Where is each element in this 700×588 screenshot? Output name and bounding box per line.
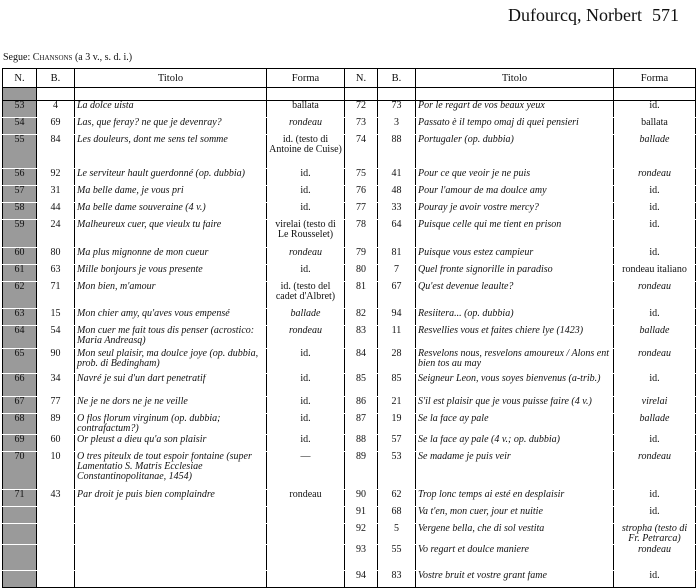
spacer-cell — [416, 88, 614, 101]
b-number-left — [37, 571, 75, 588]
song-title-right: Quel fronte signorille in paradiso — [416, 265, 614, 282]
entry-number-left: 54 — [3, 118, 37, 135]
entry-number-left: 63 — [3, 309, 37, 326]
col-header-b-right: B. — [378, 69, 416, 88]
entry-number-right: 74 — [345, 135, 378, 169]
form-right: id. — [614, 374, 696, 397]
form-left: rondeau — [267, 326, 345, 349]
form-right: id. — [614, 220, 696, 248]
song-title-right: Pour l'amour de ma doulce amy — [416, 186, 614, 203]
song-title-right: Va t'en, mon cuer, jour et nuitie — [416, 507, 614, 524]
form-left: id. — [267, 265, 345, 282]
b-number-right: 94 — [378, 309, 416, 326]
form-left: rondeau — [267, 118, 345, 135]
entry-number-left: 58 — [3, 203, 37, 220]
spacer-row — [3, 88, 696, 101]
form-right: id. — [614, 571, 696, 588]
song-title-left — [75, 507, 267, 524]
song-title-left: Mille bonjours je vous presente — [75, 265, 267, 282]
song-title-left: Mon cuer me fait tous dis penser (acrostico: Maria Andreasq) — [75, 326, 267, 349]
entry-number-left: 70 — [3, 452, 37, 490]
b-number-left: 69 — [37, 118, 75, 135]
table-row — [3, 326, 696, 349]
b-number-left: 15 — [37, 309, 75, 326]
song-title-right: Por le regart de vos beaux yeux — [416, 101, 614, 118]
form-left — [267, 524, 345, 545]
form-right: rondeau — [614, 282, 696, 309]
spacer-cell — [75, 88, 267, 101]
entry-number-right: 75 — [345, 169, 378, 186]
form-right: ballade — [614, 326, 696, 349]
b-number-left: 10 — [37, 452, 75, 490]
b-number-right: 57 — [378, 435, 416, 452]
entry-number-right: 78 — [345, 220, 378, 248]
song-title-right: Pouray je avoir vostre mercy? — [416, 203, 614, 220]
b-number-right: 55 — [378, 545, 416, 571]
song-title-left: O tres piteulx de tout espoir fontaine (super Lamentatio S. Matris Ecclesiae Constantinopolitanae, 1454) — [75, 452, 267, 490]
song-title-right: Puisque celle qui me tient en prison — [416, 220, 614, 248]
form-right: ballata — [614, 118, 696, 135]
song-title-left: Mon seul plaisir, ma doulce joye (op. dubbia, prob. di Bedingham) — [75, 349, 267, 374]
b-number-right: 68 — [378, 507, 416, 524]
b-number-right: 19 — [378, 414, 416, 435]
song-title-left: Or pleust a dieu qu'a son plaisir — [75, 435, 267, 452]
song-title-left: Malheureux cuer, que vieulx tu faire — [75, 220, 267, 248]
song-title-right: Resvelons nous, resvelons amoureux / Alons ent bien tos au may — [416, 349, 614, 374]
song-title-left: Navré je sui d'un dart penetratif — [75, 374, 267, 397]
song-title-left: Ma plus mignonne de mon cueur — [75, 248, 267, 265]
b-number-left: 90 — [37, 349, 75, 374]
form-left: ballata — [267, 101, 345, 118]
section-category: Chansons — [32, 52, 73, 63]
table-row — [3, 397, 696, 414]
entry-number-left — [3, 545, 37, 571]
form-left: id. — [267, 414, 345, 435]
entry-number-left: 62 — [3, 282, 37, 309]
section-suffix: (a 3 v., s. d. i.) — [74, 52, 133, 63]
song-title-left: Le serviteur hault guerdonné (op. dubbia) — [75, 169, 267, 186]
col-header-b-left: B. — [37, 69, 75, 88]
entry-number-left: 56 — [3, 169, 37, 186]
form-left: — — [267, 452, 345, 490]
form-right: id. — [614, 248, 696, 265]
b-number-right: 48 — [378, 186, 416, 203]
table-row — [3, 490, 696, 507]
entry-number-left: 53 — [3, 101, 37, 118]
form-right: id. — [614, 186, 696, 203]
table-row — [3, 545, 696, 571]
entry-number-left: 60 — [3, 248, 37, 265]
b-number-left: 4 — [37, 101, 75, 118]
entry-number-right: 82 — [345, 309, 378, 326]
b-number-left: 44 — [37, 203, 75, 220]
section-heading — [3, 52, 132, 63]
entry-number-right: 88 — [345, 435, 378, 452]
form-right: virelai — [614, 397, 696, 414]
song-title-left: Les douleurs, dont me sens tel somme — [75, 135, 267, 169]
song-title-left — [75, 524, 267, 545]
form-right: ballade — [614, 414, 696, 435]
col-header-n-right: N. — [345, 69, 378, 88]
form-right: rondeau — [614, 349, 696, 374]
b-number-right: 67 — [378, 282, 416, 309]
song-title-left — [75, 571, 267, 588]
b-number-left: 84 — [37, 135, 75, 169]
b-number-left: 77 — [37, 397, 75, 414]
form-left: id. — [267, 397, 345, 414]
entry-number-right: 72 — [345, 101, 378, 118]
song-title-right: Vostre bruit et vostre grant fame — [416, 571, 614, 588]
b-number-left: 31 — [37, 186, 75, 203]
b-number-right: 85 — [378, 374, 416, 397]
song-title-left: Las, que feray? ne que je devenray? — [75, 118, 267, 135]
song-title-right: Resiitera... (op. dubbia) — [416, 309, 614, 326]
b-number-right: 62 — [378, 490, 416, 507]
form-right: id. — [614, 507, 696, 524]
b-number-right: 88 — [378, 135, 416, 169]
entry-number-right: 86 — [345, 397, 378, 414]
form-right: id. — [614, 101, 696, 118]
entry-number-left: 64 — [3, 326, 37, 349]
col-header-form-right: Forma — [614, 69, 696, 88]
entry-number-right: 91 — [345, 507, 378, 524]
song-title-right: Puisque vous estez campieur — [416, 248, 614, 265]
col-header-form-left: Forma — [267, 69, 345, 88]
form-right: rondeau — [614, 452, 696, 490]
b-number-right: 73 — [378, 101, 416, 118]
entry-number-right: 94 — [345, 571, 378, 588]
form-left: rondeau — [267, 490, 345, 507]
spacer-cell — [378, 88, 416, 101]
form-left: ballade — [267, 309, 345, 326]
entry-number-right: 73 — [345, 118, 378, 135]
table-row — [3, 248, 696, 265]
table-row — [3, 414, 696, 435]
form-right: ballade — [614, 135, 696, 169]
form-left — [267, 507, 345, 524]
b-number-right: 5 — [378, 524, 416, 545]
b-number-right: 21 — [378, 397, 416, 414]
table-row — [3, 282, 696, 309]
song-title-right: Se la face ay pale — [416, 414, 614, 435]
b-number-left: 89 — [37, 414, 75, 435]
b-number-right: 81 — [378, 248, 416, 265]
b-number-left: 63 — [37, 265, 75, 282]
entry-number-left: 71 — [3, 490, 37, 507]
form-left: id. — [267, 186, 345, 203]
entry-number-right: 84 — [345, 349, 378, 374]
song-title-right: Portugaler (op. dubbia) — [416, 135, 614, 169]
entry-number-right: 87 — [345, 414, 378, 435]
running-head-author: Dufourcq, Norbert — [508, 5, 642, 25]
song-title-right: Pour ce que veoir je ne puis — [416, 169, 614, 186]
form-left — [267, 571, 345, 588]
entry-number-right: 80 — [345, 265, 378, 282]
table-row — [3, 220, 696, 248]
entry-number-right: 77 — [345, 203, 378, 220]
entry-number-left: 67 — [3, 397, 37, 414]
song-title-right: S'il est plaisir que je vous puisse faire (4 v.) — [416, 397, 614, 414]
song-title-right: Vergene bella, che di sol vestita — [416, 524, 614, 545]
table-row — [3, 507, 696, 524]
entry-number-left: 66 — [3, 374, 37, 397]
entry-number-right: 92 — [345, 524, 378, 545]
b-number-right: 33 — [378, 203, 416, 220]
song-title-right: Qu'est devenue leaulte? — [416, 282, 614, 309]
entry-number-left — [3, 524, 37, 545]
song-title-right: Vo regart et doulce maniere — [416, 545, 614, 571]
form-right: stropha (testo di Fr. Petrarca) — [614, 524, 696, 545]
song-title-right: Resvellies vous et faites chiere lye (1423) — [416, 326, 614, 349]
form-left: id. — [267, 203, 345, 220]
form-left: id. — [267, 349, 345, 374]
table-row — [3, 186, 696, 203]
b-number-right: 41 — [378, 169, 416, 186]
song-title-right: Seigneur Leon, vous soyes bienvenus (a-trib.) — [416, 374, 614, 397]
form-right: id. — [614, 435, 696, 452]
entry-number-right: 76 — [345, 186, 378, 203]
b-number-left — [37, 524, 75, 545]
b-number-right: 3 — [378, 118, 416, 135]
spacer-cell — [614, 88, 696, 101]
entry-number-right: 79 — [345, 248, 378, 265]
form-left: id. — [267, 374, 345, 397]
b-number-left: 71 — [37, 282, 75, 309]
spacer-cell — [37, 88, 75, 101]
entry-number-right: 93 — [345, 545, 378, 571]
table-row — [3, 524, 696, 545]
entry-number-right: 85 — [345, 374, 378, 397]
table-row — [3, 135, 696, 169]
song-title-left: Mon chier amy, qu'aves vous empensé — [75, 309, 267, 326]
b-number-right: 53 — [378, 452, 416, 490]
table-row — [3, 265, 696, 282]
entry-number-left: 69 — [3, 435, 37, 452]
col-header-title-right: Titolo — [416, 69, 614, 88]
spacer-cell — [267, 88, 345, 101]
entry-number-left: 68 — [3, 414, 37, 435]
song-title-left: La dolce uista — [75, 101, 267, 118]
form-left — [267, 545, 345, 571]
form-left: id. — [267, 435, 345, 452]
b-number-left: 54 — [37, 326, 75, 349]
b-number-right: 11 — [378, 326, 416, 349]
spacer-cell — [345, 88, 378, 101]
entry-number-right: 83 — [345, 326, 378, 349]
b-number-left: 43 — [37, 490, 75, 507]
song-title-left: Ma belle dame, je vous pri — [75, 186, 267, 203]
entry-number-right: 90 — [345, 490, 378, 507]
form-right: id. — [614, 203, 696, 220]
b-number-left — [37, 507, 75, 524]
b-number-left: 34 — [37, 374, 75, 397]
form-right: id. — [614, 490, 696, 507]
table-row — [3, 309, 696, 326]
song-title-left — [75, 545, 267, 571]
b-number-left: 24 — [37, 220, 75, 248]
entry-number-right: 81 — [345, 282, 378, 309]
table-row — [3, 452, 696, 490]
section-prefix: Segue: — [3, 52, 31, 63]
entry-number-left — [3, 571, 37, 588]
table-row — [3, 349, 696, 374]
song-title-right: Se la face ay pale (4 v.; op. dubbia) — [416, 435, 614, 452]
form-right: rondeau — [614, 545, 696, 571]
table-row — [3, 169, 696, 186]
song-title-right: Se madame je puis veir — [416, 452, 614, 490]
song-title-left: Par droit je puis bien complaindre — [75, 490, 267, 507]
page-number: 571 — [652, 5, 679, 25]
song-title-left: Ne je ne dors ne je ne veille — [75, 397, 267, 414]
form-left: id. (testo di Antoine de Cuise) — [267, 135, 345, 169]
form-left: id. (testo del cadet d'Albret) — [267, 282, 345, 309]
song-title-right: Passato è il tempo omaj di quei pensieri — [416, 118, 614, 135]
form-right: rondeau — [614, 169, 696, 186]
spacer-cell — [3, 88, 37, 101]
form-left: virelai (testo di Le Rousselet) — [267, 220, 345, 248]
entry-number-left: 59 — [3, 220, 37, 248]
table-row — [3, 571, 696, 588]
catalogue-table — [2, 68, 696, 588]
table-row — [3, 118, 696, 135]
col-header-title-left: Titolo — [75, 69, 267, 88]
table-header-row — [3, 69, 696, 88]
b-number-left: 92 — [37, 169, 75, 186]
song-title-left: O flos florum virginum (op. dubbia; contrafactum?) — [75, 414, 267, 435]
entry-number-right: 89 — [345, 452, 378, 490]
col-header-n-left: N. — [3, 69, 37, 88]
b-number-right: 28 — [378, 349, 416, 374]
song-title-left: Mon bien, m'amour — [75, 282, 267, 309]
table-row — [3, 435, 696, 452]
form-left: rondeau — [267, 248, 345, 265]
form-right: rondeau italiano — [614, 265, 696, 282]
table-row — [3, 101, 696, 118]
form-left: id. — [267, 169, 345, 186]
entry-number-left: 61 — [3, 265, 37, 282]
entry-number-left — [3, 507, 37, 524]
entry-number-left: 65 — [3, 349, 37, 374]
song-title-right: Trop lonc temps ai esté en desplaisir — [416, 490, 614, 507]
table-row — [3, 374, 696, 397]
form-right: id. — [614, 309, 696, 326]
b-number-right: 7 — [378, 265, 416, 282]
b-number-left — [37, 545, 75, 571]
song-title-left: Ma belle dame souveraine (4 v.) — [75, 203, 267, 220]
b-number-left: 60 — [37, 435, 75, 452]
b-number-right: 64 — [378, 220, 416, 248]
table-row — [3, 203, 696, 220]
entry-number-left: 57 — [3, 186, 37, 203]
entry-number-left: 55 — [3, 135, 37, 169]
b-number-left: 80 — [37, 248, 75, 265]
b-number-right: 83 — [378, 571, 416, 588]
